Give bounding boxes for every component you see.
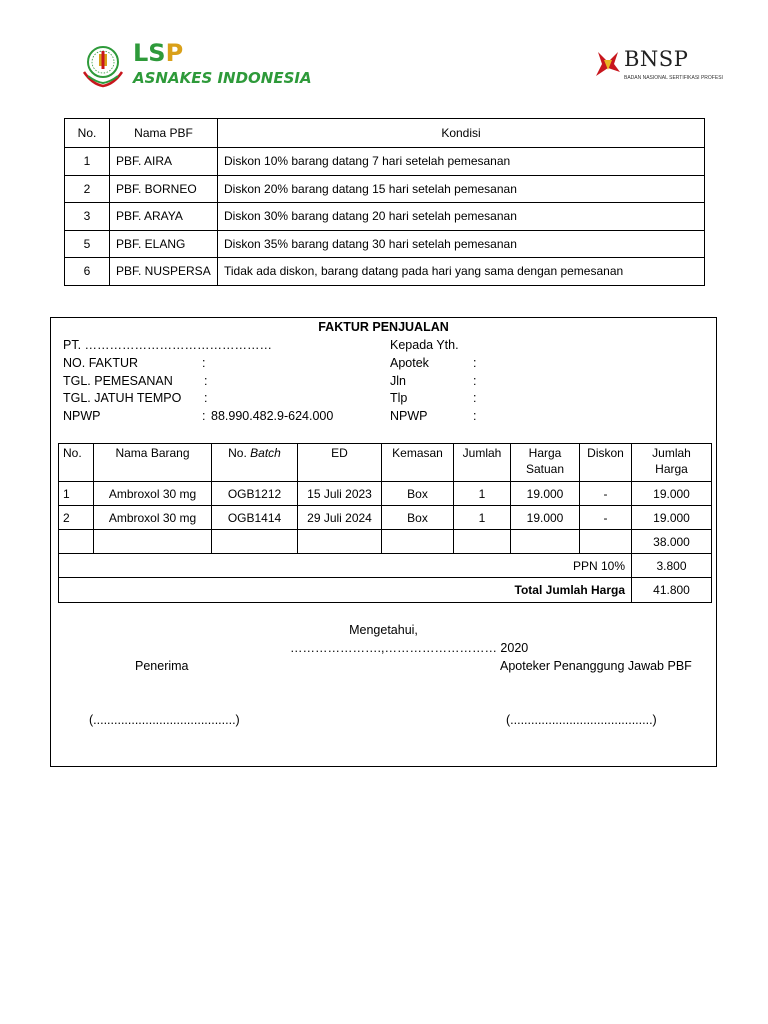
column-header: No. xyxy=(59,444,94,482)
grand-total-value: 41.800 xyxy=(632,578,712,603)
field-label: TGL. PEMESANAN xyxy=(63,374,173,388)
row-number: 2 xyxy=(65,175,110,203)
field-colon: : xyxy=(204,374,208,388)
ppn-value: 3.800 xyxy=(632,554,712,578)
empty-cell xyxy=(298,530,382,554)
apoteker-label: Apoteker Penanggung Jawab PBF xyxy=(500,659,692,673)
item-kemasan: Box xyxy=(382,506,454,530)
item-diskon: - xyxy=(580,506,632,530)
npwp-value: 88.990.482.9-624.000 xyxy=(211,409,334,423)
column-header: Kondisi xyxy=(218,119,705,148)
column-header: Jumlah xyxy=(454,444,511,482)
column-header: Nama PBF xyxy=(110,119,218,148)
field-label: NPWP xyxy=(390,409,428,423)
column-header: Diskon xyxy=(580,444,632,482)
table-header-row xyxy=(59,444,712,482)
column-header: No. Batch xyxy=(212,444,298,482)
pbf-name: PBF. ELANG xyxy=(110,230,218,258)
row-number: 5 xyxy=(65,230,110,258)
field-colon: : xyxy=(204,391,208,405)
ppn-row xyxy=(59,554,712,578)
mengetahui-label: Mengetahui, xyxy=(349,623,418,637)
empty-cell xyxy=(94,530,212,554)
item-jumlah: 1 xyxy=(454,506,511,530)
pbf-condition: Diskon 35% barang datang 30 hari setelah pemesanan xyxy=(218,230,705,258)
field-label: Jln xyxy=(390,374,406,388)
bnsp-logo-text: BNSP xyxy=(624,47,689,71)
field-colon: : xyxy=(202,409,206,423)
item-jumlah: 1 xyxy=(454,482,511,506)
table-row xyxy=(65,175,705,203)
row-number: 3 xyxy=(65,203,110,231)
pbf-condition: Diskon 20% barang datang 15 hari setelah pemesanan xyxy=(218,175,705,203)
empty-cell xyxy=(454,530,511,554)
grand-total-row xyxy=(59,578,712,603)
field-label: Apotek xyxy=(390,356,429,370)
pt-name: PT. ……………………………………… xyxy=(63,338,273,352)
table-row xyxy=(59,530,712,554)
pbf-condition: Tidak ada diskon, barang datang pada hari yang sama dengan pemesanan xyxy=(218,258,705,286)
bnsp-logo xyxy=(594,46,723,92)
column-header: ED xyxy=(298,444,382,482)
field-label: NPWP xyxy=(63,409,101,423)
column-header: Jumlah Harga xyxy=(632,444,712,482)
empty-cell xyxy=(511,530,580,554)
column-header: Harga Satuan xyxy=(511,444,580,482)
row-number: 1 xyxy=(65,148,110,176)
subtotal-value: 38.000 xyxy=(632,530,712,554)
date-line: ………………….,……………………… 2020 xyxy=(290,641,529,655)
item-total: 19.000 xyxy=(632,506,712,530)
field-colon: : xyxy=(473,409,477,423)
pbf-name: PBF. NUSPERSA xyxy=(110,258,218,286)
item-total: 19.000 xyxy=(632,482,712,506)
table-header-row xyxy=(65,119,705,148)
faktur-penjualan xyxy=(50,317,717,767)
field-colon: : xyxy=(473,391,477,405)
column-header: Kemasan xyxy=(382,444,454,482)
field-colon: : xyxy=(202,356,206,370)
bnsp-emblem-icon xyxy=(594,50,622,78)
table-row xyxy=(59,482,712,506)
items-table xyxy=(58,443,712,603)
empty-cell xyxy=(580,530,632,554)
column-header: No. xyxy=(65,119,110,148)
field-colon: : xyxy=(473,356,477,370)
column-header: Nama Barang xyxy=(94,444,212,482)
signature-line-penerima: (.........................................) xyxy=(89,713,240,727)
field-colon: : xyxy=(473,374,477,388)
ppn-label: PPN 10% xyxy=(59,554,632,578)
table-row xyxy=(65,203,705,231)
pbf-conditions-table xyxy=(64,118,705,286)
table-row xyxy=(59,506,712,530)
pbf-name: PBF. AIRA xyxy=(110,148,218,176)
item-no: 1 xyxy=(59,482,94,506)
item-name: Ambroxol 30 mg xyxy=(94,482,212,506)
item-kemasan: Box xyxy=(382,482,454,506)
faktur-title: FAKTUR PENJUALAN xyxy=(318,320,449,334)
table-row xyxy=(65,230,705,258)
lsp-logo xyxy=(78,39,312,92)
item-no: 2 xyxy=(59,506,94,530)
item-harga: 19.000 xyxy=(511,482,580,506)
table-row xyxy=(65,258,705,286)
lsp-logo-text: LSP xyxy=(133,39,184,67)
empty-cell xyxy=(382,530,454,554)
kepada-label: Kepada Yth. xyxy=(390,338,459,352)
empty-cell xyxy=(59,530,94,554)
pbf-name: PBF. BORNEO xyxy=(110,175,218,203)
lsp-logo-subtitle: ASNAKES INDONESIA xyxy=(133,69,312,87)
field-label: NO. FAKTUR xyxy=(63,356,139,370)
item-batch: OGB1212 xyxy=(212,482,298,506)
item-batch: OGB1414 xyxy=(212,506,298,530)
table-row xyxy=(65,148,705,176)
item-ed: 15 Juli 2023 xyxy=(298,482,382,506)
lsp-emblem-icon xyxy=(78,42,128,88)
pbf-name: PBF. ARAYA xyxy=(110,203,218,231)
grand-total-label: Total Jumlah Harga xyxy=(59,578,632,603)
empty-cell xyxy=(212,530,298,554)
field-label: Tlp xyxy=(390,391,408,405)
pbf-condition: Diskon 10% barang datang 7 hari setelah pemesanan xyxy=(218,148,705,176)
item-name: Ambroxol 30 mg xyxy=(94,506,212,530)
item-diskon: - xyxy=(580,482,632,506)
item-ed: 29 Juli 2024 xyxy=(298,506,382,530)
row-number: 6 xyxy=(65,258,110,286)
penerima-label: Penerima xyxy=(135,659,189,673)
bnsp-logo-subtitle: BADAN NASIONAL SERTIFIKASI PROFESI xyxy=(624,75,723,81)
pbf-condition: Diskon 30% barang datang 20 hari setelah pemesanan xyxy=(218,203,705,231)
signature-line-apoteker: (.........................................) xyxy=(506,713,657,727)
field-label: TGL. JATUH TEMPO xyxy=(63,391,182,405)
item-harga: 19.000 xyxy=(511,506,580,530)
